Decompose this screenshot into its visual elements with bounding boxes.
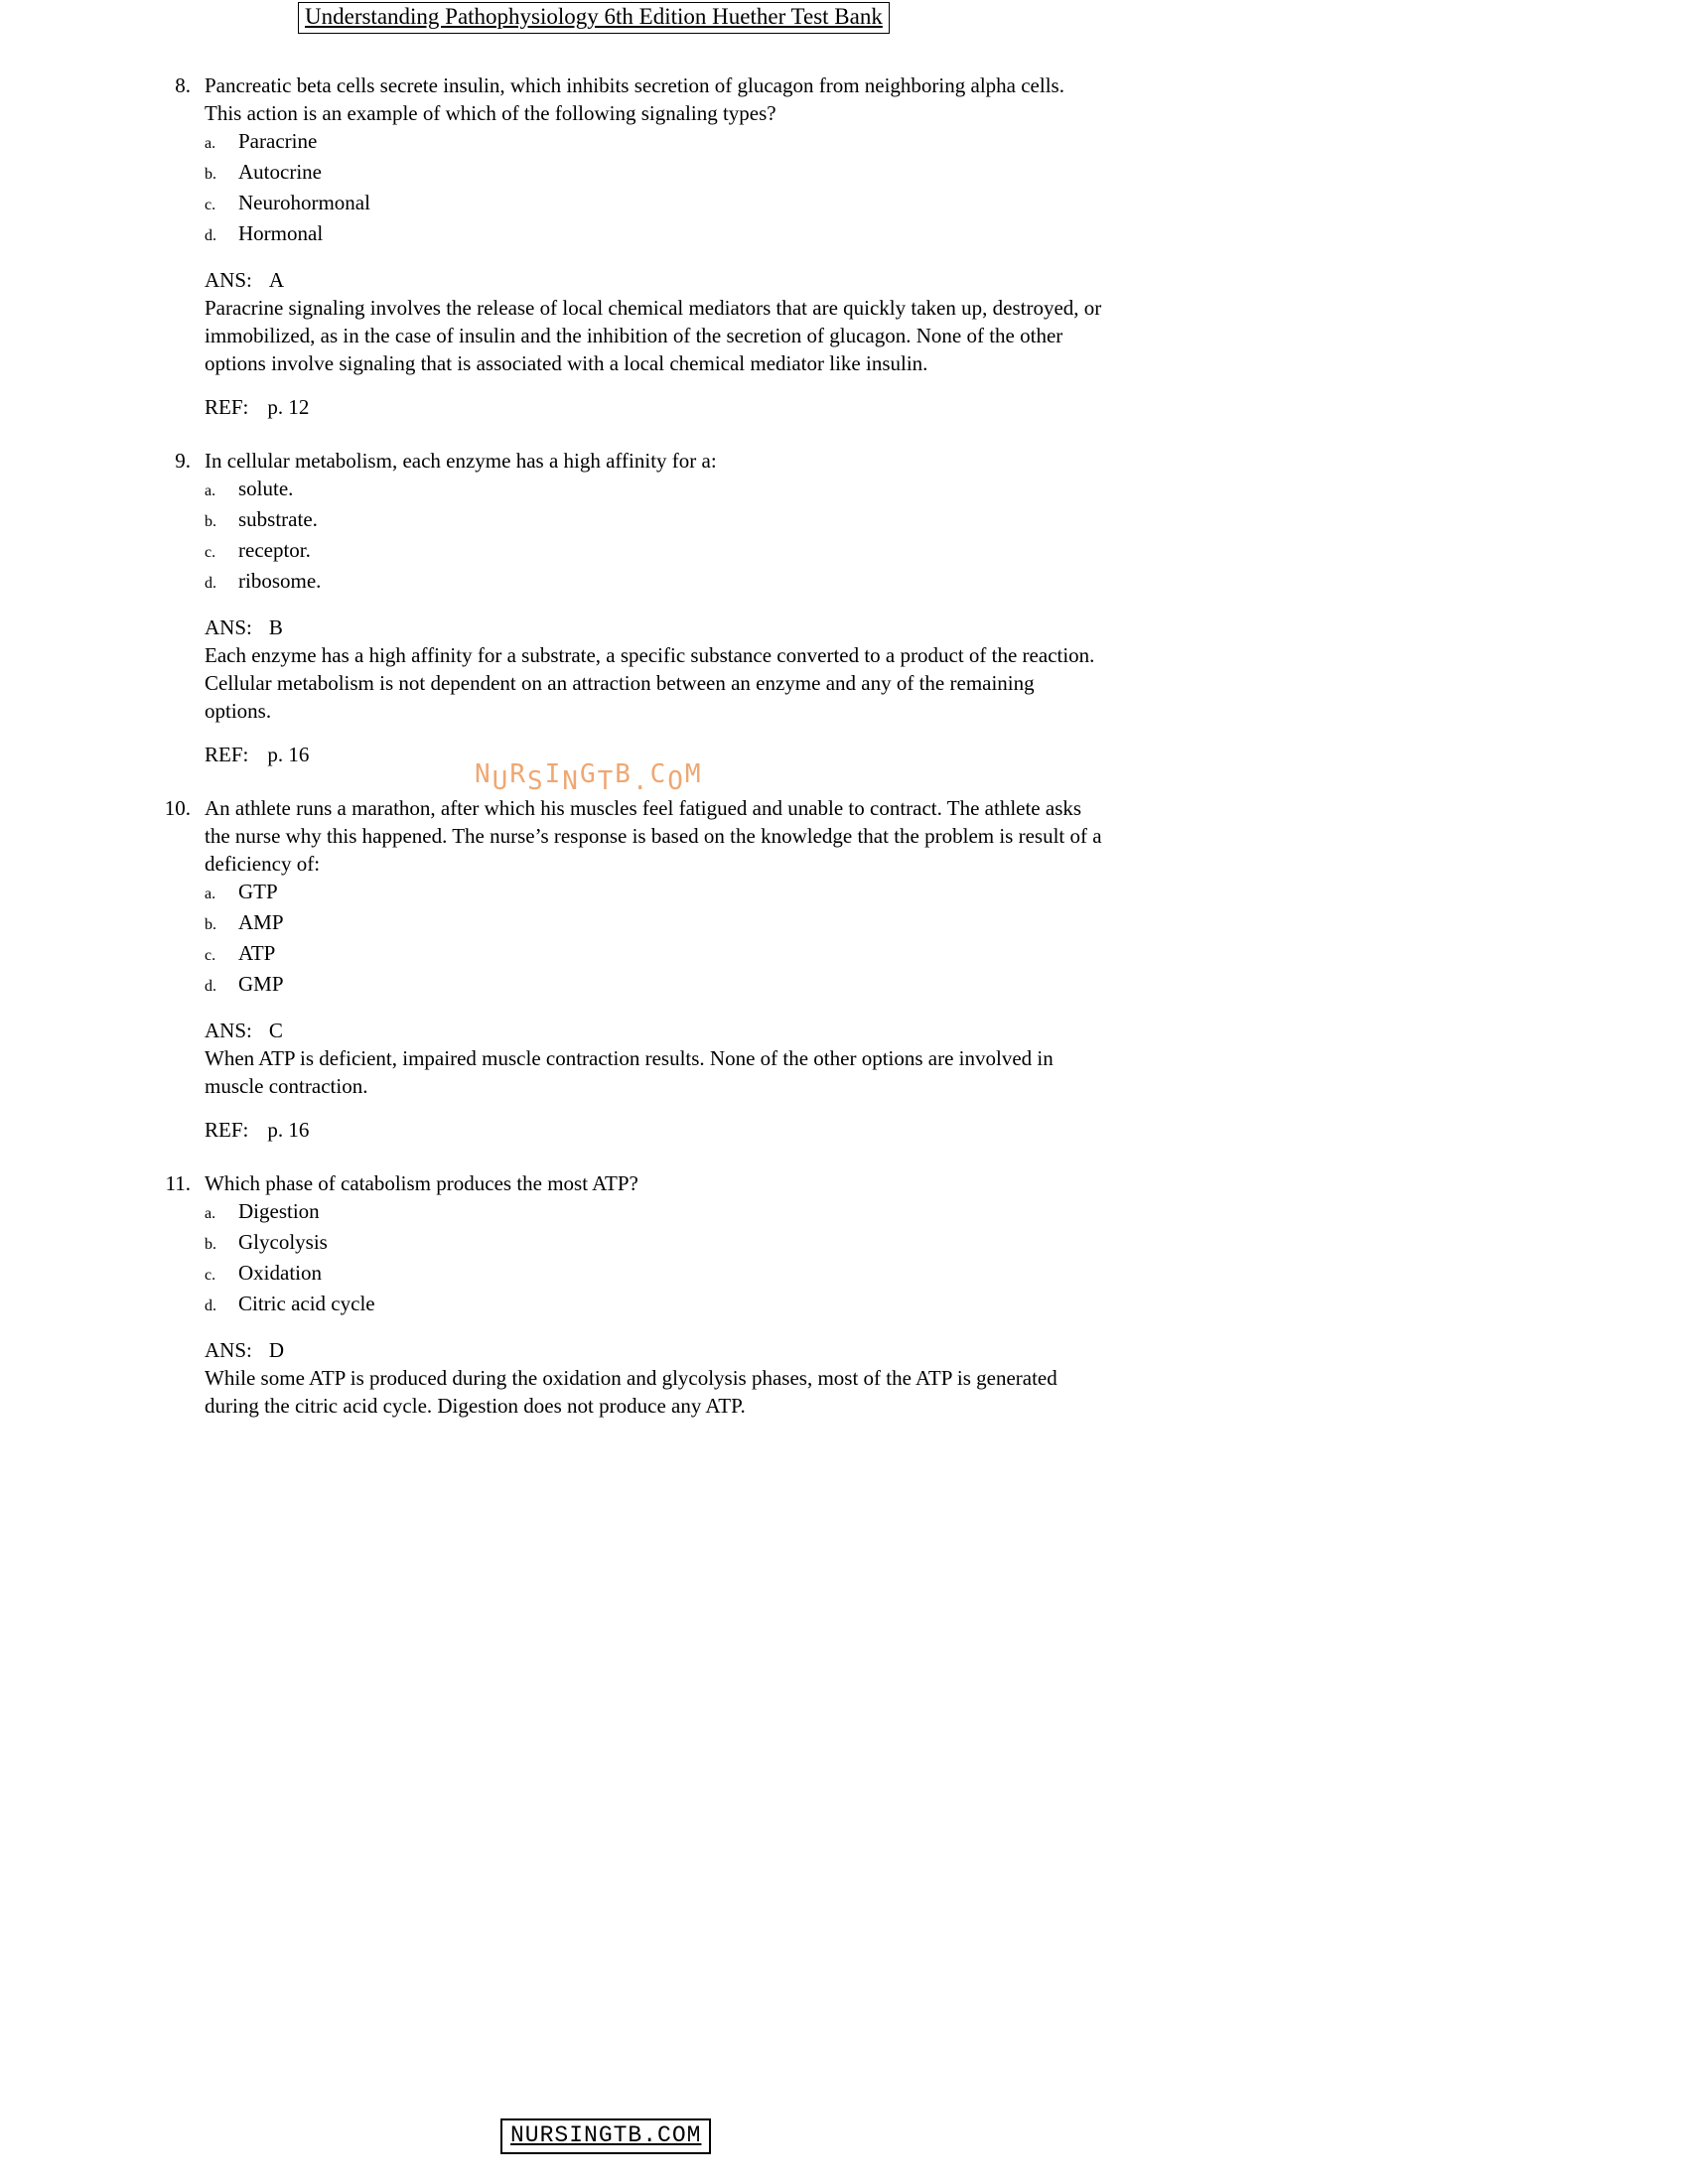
option-text: GTP <box>238 880 278 903</box>
answer-option-d <box>205 219 1102 250</box>
answer-label: ANS: <box>205 268 252 292</box>
option-letter: a. <box>205 886 216 902</box>
answer-option-a <box>205 1197 1102 1228</box>
question-block <box>159 1169 1102 1420</box>
question-number: 9. <box>175 449 191 473</box>
answer-value: B <box>268 615 283 639</box>
page-footer <box>500 2118 711 2154</box>
answer-option-c <box>205 1259 1102 1290</box>
option-text: ribosome. <box>238 569 322 593</box>
option-letter: b. <box>205 166 216 183</box>
question-number: 8. <box>175 73 191 97</box>
option-text: receptor. <box>238 538 311 562</box>
question-head <box>159 447 1102 475</box>
answer-label: ANS: <box>205 1019 252 1042</box>
question-block <box>159 71 1102 421</box>
option-letter: b. <box>205 1236 216 1253</box>
answer-value: D <box>268 1338 285 1362</box>
answer-option-d <box>205 1290 1102 1320</box>
answer-value: C <box>268 1019 283 1042</box>
option-text: Autocrine <box>238 160 322 184</box>
option-text: Glycolysis <box>238 1230 328 1254</box>
answer-label: ANS: <box>205 1338 252 1362</box>
answer-option-c <box>205 536 1102 567</box>
feedback-text: When ATP is deficient, impaired muscle contraction results. None of the other options are involved in muscle contraction. <box>205 1046 1054 1098</box>
answer-option-d <box>205 567 1102 598</box>
feedback-text: Each enzyme has a high affinity for a substrate, a specific substance converted to a product of the reaction. Cellular metabolism is not dependent on an attraction between an enzyme and any of the remaining options. <box>205 643 1095 723</box>
option-text: ATP <box>238 941 276 965</box>
option-text: solute. <box>238 477 294 500</box>
question-number: 10. <box>164 796 191 820</box>
question-head <box>159 1169 1102 1197</box>
question-block <box>159 447 1102 768</box>
answer-option-b <box>205 158 1102 189</box>
question-list <box>159 71 1102 1445</box>
option-letter: d. <box>205 575 216 592</box>
option-text: Hormonal <box>238 221 324 245</box>
question-block <box>159 794 1102 1144</box>
ref-label: REF: <box>205 1118 249 1142</box>
question-stem: Which phase of catabolism produces the most ATP? <box>205 1171 638 1195</box>
option-text: AMP <box>238 910 284 934</box>
answer-line <box>205 1336 1102 1364</box>
footer-text: NURSINGTB.COM <box>510 2122 702 2148</box>
answer-option-c <box>205 939 1102 970</box>
page-title: Understanding Pathophysiology 6th Edition Huether Test Bank <box>305 4 883 29</box>
answer-option-b <box>205 908 1102 939</box>
option-letter: b. <box>205 513 216 530</box>
option-text: Paracrine <box>238 129 318 153</box>
answer-option-d <box>205 970 1102 1001</box>
option-letter: c. <box>205 1267 216 1284</box>
option-letter: c. <box>205 544 216 561</box>
answer-label: ANS: <box>205 615 252 639</box>
question-stem: Pancreatic beta cells secrete insulin, which inhibits secretion of glucagon from neighboring alpha cells. This action is an example of which of the following signaling types? <box>205 73 1064 125</box>
ref-value: p. 16 <box>267 1118 310 1142</box>
option-text: Citric acid cycle <box>238 1292 375 1315</box>
question-number: 11. <box>165 1171 191 1195</box>
page-header <box>298 2 890 34</box>
answer-option-b <box>205 505 1102 536</box>
ref-label: REF: <box>205 395 249 419</box>
answer-option-b <box>205 1228 1102 1259</box>
question-stem: In cellular metabolism, each enzyme has a high affinity for a: <box>205 449 717 473</box>
option-letter: b. <box>205 916 216 933</box>
option-letter: d. <box>205 227 216 244</box>
question-stem: An athlete runs a marathon, after which his muscles feel fatigued and unable to contract. The athlete asks the nurse why this happened. The nurse’s response is based on the knowledge that the problem is result of a deficiency of: <box>205 796 1102 876</box>
answer-line <box>205 266 1102 294</box>
option-letter: d. <box>205 978 216 995</box>
option-letter: a. <box>205 135 216 152</box>
answer-option-a <box>205 127 1102 158</box>
option-letter: c. <box>205 947 216 964</box>
watermark: NURSINGTB.COM <box>475 759 703 796</box>
ref-line <box>205 1116 1102 1144</box>
option-text: GMP <box>238 972 284 996</box>
ref-value: p. 16 <box>267 743 310 766</box>
answer-line <box>205 614 1102 641</box>
option-letter: a. <box>205 482 216 499</box>
option-text: substrate. <box>238 507 318 531</box>
feedback-text: While some ATP is produced during the oxidation and glycolysis phases, most of the ATP is generated during the citric acid cycle. Digestion does not produce any ATP. <box>205 1366 1057 1418</box>
option-letter: d. <box>205 1297 216 1314</box>
feedback-text: Paracrine signaling involves the release of local chemical mediators that are quickly taken up, destroyed, or immobilized, as in the case of insulin and the inhibition of the secretion of glucagon. None of the other options involve signaling that is associated with a local chemical mediator like insulin. <box>205 296 1102 375</box>
option-text: Digestion <box>238 1199 320 1223</box>
answer-line <box>205 1017 1102 1044</box>
answer-value: A <box>268 268 285 292</box>
option-text: Oxidation <box>238 1261 322 1285</box>
option-letter: a. <box>205 1205 216 1222</box>
question-head <box>159 794 1102 878</box>
ref-value: p. 12 <box>267 395 310 419</box>
question-head <box>159 71 1102 127</box>
answer-option-a <box>205 475 1102 505</box>
answer-option-c <box>205 189 1102 219</box>
ref-label: REF: <box>205 743 249 766</box>
option-letter: c. <box>205 197 216 213</box>
answer-option-a <box>205 878 1102 908</box>
ref-line <box>205 393 1102 421</box>
option-text: Neurohormonal <box>238 191 370 214</box>
